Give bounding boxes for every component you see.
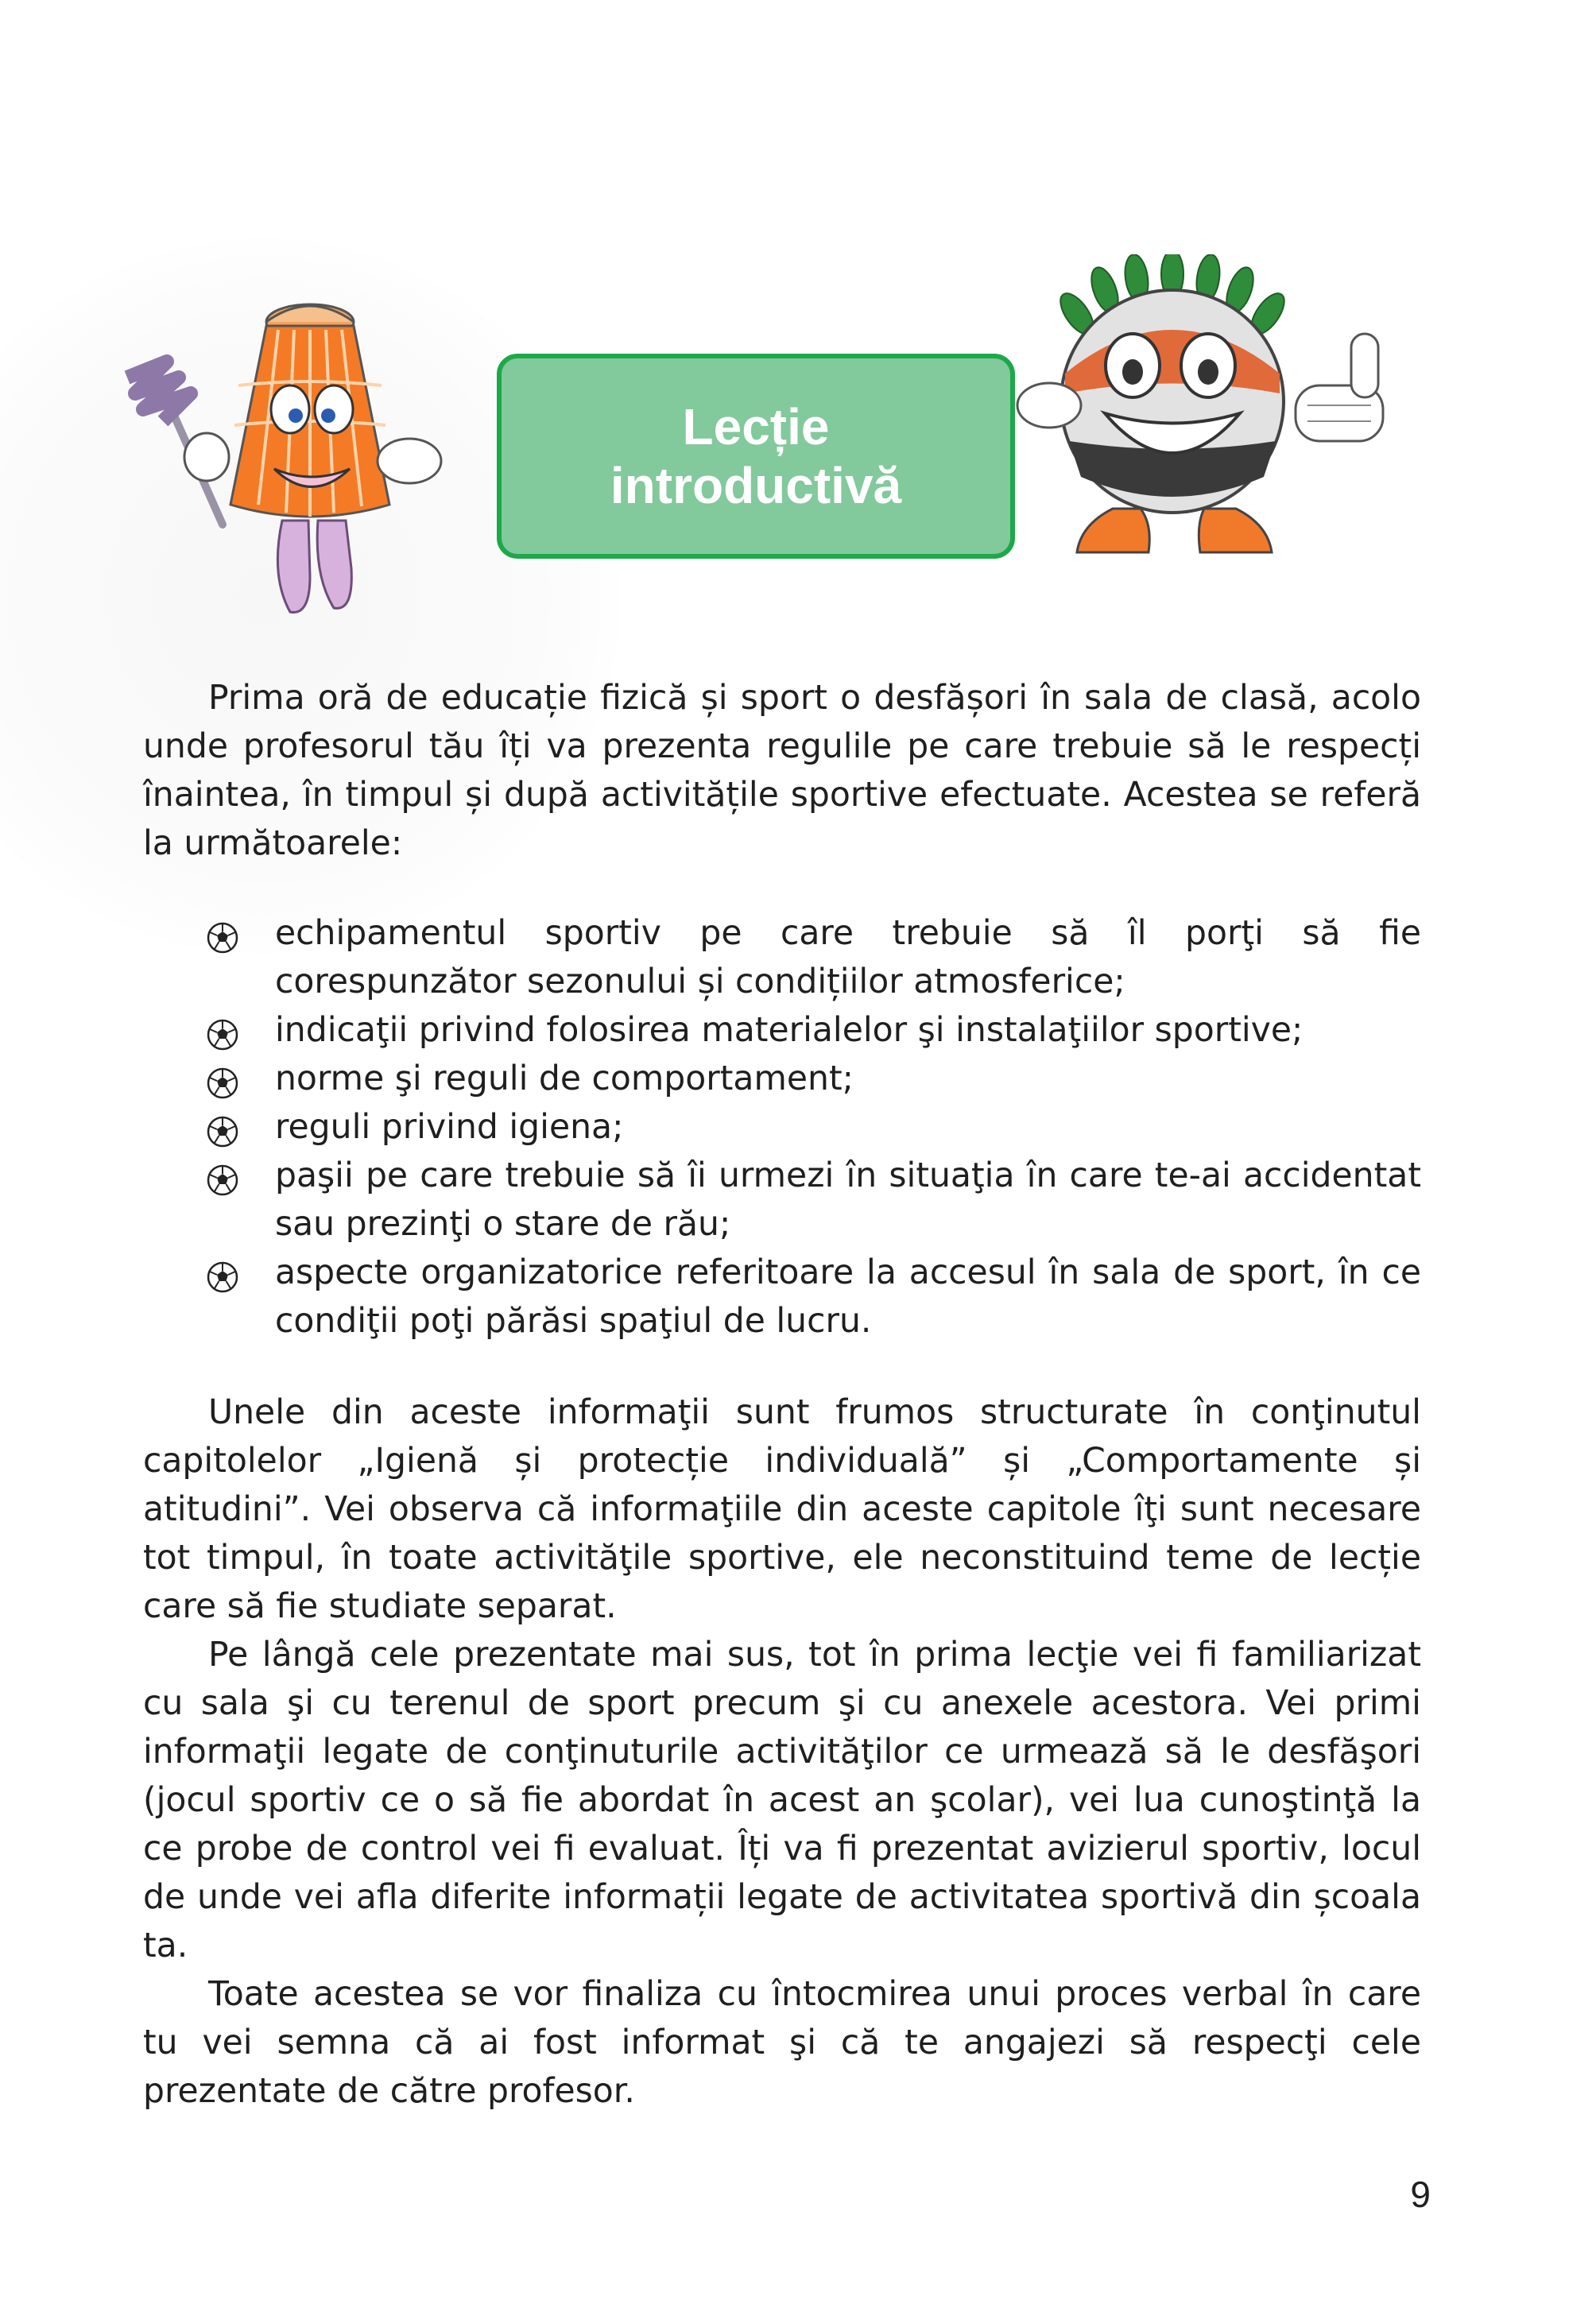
shuttlecock-mascot-illustration [119, 290, 501, 624]
list-item-text: aspecte organizatorice referitoare la accesul în sala de sport, în ce condiţii poţi părăsi spaţiul de lucru. [275, 1253, 1421, 1341]
intro-paragraph: Prima oră de educație fizică și sport o desfășori în sala de clasă, acolo unde profesorul tău îți va prezenta regulile pe care trebuie să le respecți înaintea, în timpul și după activitățile sportive efectuate. Acestea se referă la următoarele: [143, 679, 1421, 863]
body-paragraph: Toate acestea se vor finaliza cu întocmirea unui proces verbal în care tu vei semna că ai fost informat şi că te angajezi să respecţi cele prezentate de către profesor. [143, 1975, 1421, 2111]
list-item-text: indicaţii privind folosirea materialelor şi instalaţiilor sportive; [275, 1011, 1304, 1050]
list-item-text: paşii pe care trebuie să îi urmezi în situaţia în care te-ai accidentat sau prezinţi o stare de rău; [275, 1156, 1421, 1244]
list-item [143, 1152, 1421, 1249]
soccer-ball-mascot-illustration [1001, 254, 1431, 604]
list-item-text: norme şi reguli de comportament; [275, 1059, 854, 1098]
list-item [143, 909, 1421, 1006]
thumbs-up-icon [1296, 334, 1383, 441]
soccer-ball-icon [207, 1019, 238, 1051]
soccer-ball-icon [207, 1164, 238, 1196]
lesson-header [0, 0, 1596, 636]
page-title: Lecție introductivă [610, 398, 902, 514]
list-item-text: echipamentul sportiv pe care trebuie să îl porţi să fie corespunzător sezonului și condițiilor atmosferice; [275, 914, 1421, 1001]
list-item-text: reguli privind igiena; [275, 1108, 624, 1147]
rules-list [143, 909, 1421, 1346]
list-item [143, 1249, 1421, 1346]
list-item [143, 1055, 1421, 1103]
soccer-ball-icon [207, 1116, 238, 1148]
list-item [143, 1006, 1421, 1055]
soccer-ball-icon [207, 1261, 238, 1293]
soccer-ball-icon [207, 1067, 238, 1099]
title-box [497, 354, 1015, 559]
page-number: 9 [1410, 2174, 1431, 2215]
lesson-content [143, 674, 1421, 2116]
soccer-ball-icon [207, 922, 238, 954]
body-paragraph: Unele din aceste informaţii sunt frumos structurate în conţinutul capitolelor „Igienă și protecție individuală” și „Comportamente și atitudini”. Vei observa că informaţiile din aceste capitole îţi sunt necesare tot timpul, în toate activităţile sportive, ele neconstituind teme de lecție care să fie studiate separat. [143, 1393, 1421, 1626]
body-paragraph: Pe lângă cele prezentate mai sus, tot în prima lecţie vei fi familiarizat cu sala şi cu terenul de sport precum şi cu anexele acestora. Vei primi informaţii legate de conţinuturile activităţilor ce urmează să le desfăşori (jocul sportiv ce o să fie abordat în acest an şcolar), vei lua cunoştinţă la ce probe de control vei fi evaluat. Îți va fi prezentat avizierul sportiv, locul de unde vei afla diferite informații legate de activitatea sportivă din școala ta. [143, 1636, 1421, 1965]
list-item [143, 1103, 1421, 1152]
